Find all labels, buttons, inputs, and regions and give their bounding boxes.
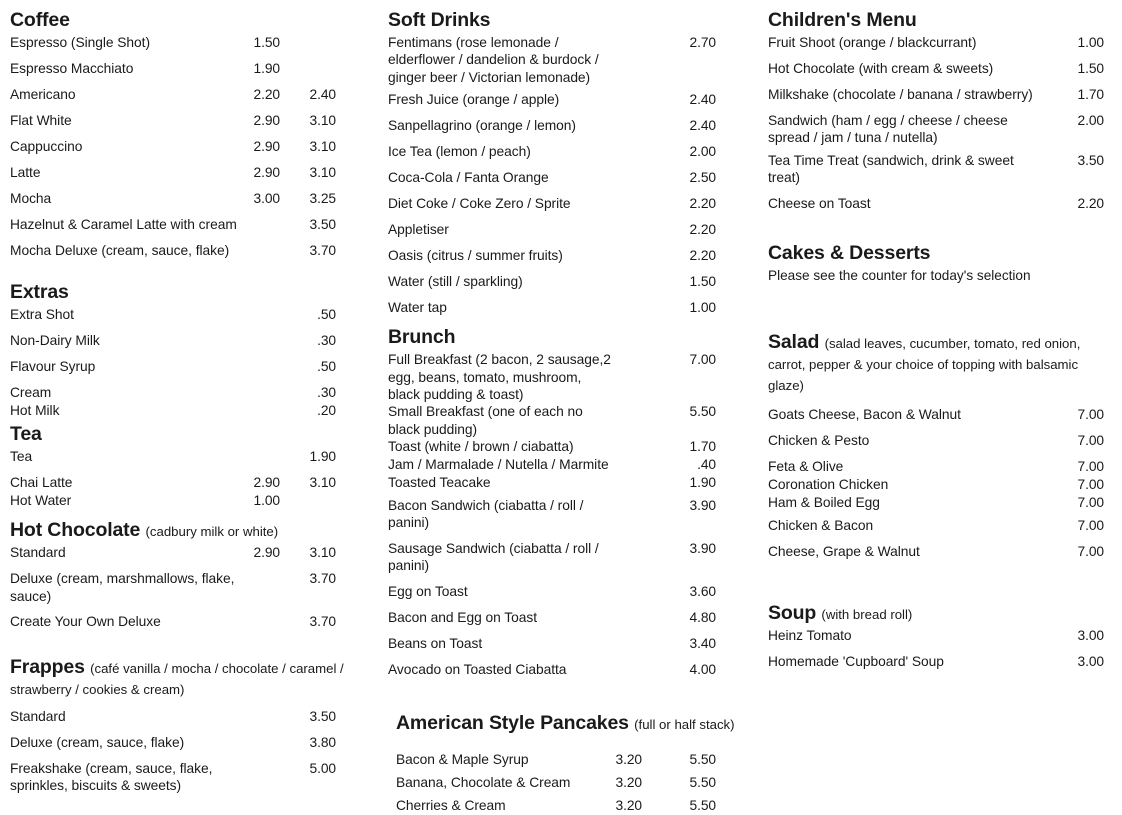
menu-row: [10, 448, 354, 466]
section-pancakes: [396, 713, 734, 815]
item-name: Tea: [10, 449, 33, 465]
item-price-1: 3.90: [689, 498, 716, 514]
item-price-1: 3.60: [689, 583, 716, 599]
menu-column-middle: [380, 0, 760, 815]
section-heading-coffee: Coffee: [10, 9, 70, 31]
menu-row: [768, 458, 1104, 476]
item-price-2: 5.50: [689, 751, 716, 767]
menu-row: [388, 540, 734, 575]
menu-column-left: [0, 0, 380, 795]
item-price-2: .50: [317, 359, 336, 375]
item-price-1: 1.50: [1077, 61, 1104, 77]
menu-row: [388, 247, 734, 265]
item-name: Water (still / sparkling): [388, 274, 523, 290]
item-name: Cappuccino: [10, 139, 83, 155]
menu-row: [768, 406, 1104, 424]
item-name: Appletiser: [388, 222, 449, 238]
menu-row: [10, 86, 354, 104]
menu-row: [388, 456, 734, 474]
item-price-2: 5.50: [689, 797, 716, 813]
menu-row: [10, 60, 354, 78]
item-price-1: 7.00: [1077, 477, 1104, 493]
salad-items: [768, 406, 1104, 561]
menu-row: [768, 86, 1104, 104]
section-frappes: [10, 657, 354, 795]
item-name: Espresso Macchiato: [10, 61, 134, 77]
menu-row: [10, 242, 354, 260]
menu-row: [768, 476, 1104, 494]
spacer: [396, 737, 734, 751]
menu-row: [10, 613, 354, 631]
item-name: Chicken & Pesto: [768, 433, 870, 449]
item-name: Non-Dairy Milk: [10, 333, 100, 349]
item-name: Beans on Toast: [388, 635, 483, 651]
item-price-1: 2.00: [1077, 113, 1104, 129]
section-heading-salad: [768, 332, 1104, 395]
item-price-1: 7.00: [1077, 544, 1104, 560]
section-heading-pancakes: [396, 713, 734, 734]
section-heading-brunch: Brunch: [388, 326, 456, 349]
menu-row: [10, 402, 354, 420]
menu-row: [768, 627, 1104, 645]
section-heading-soft-drinks: Soft Drinks: [388, 9, 491, 31]
item-price-2: .30: [317, 333, 336, 349]
menu-row: [10, 474, 354, 492]
item-name: Standard: [10, 709, 66, 725]
item-price-2: 3.50: [309, 217, 336, 233]
item-name: Hazelnut & Caramel Latte with cream: [10, 217, 237, 233]
menu-row: [388, 474, 734, 492]
spacer: [768, 213, 1104, 243]
item-price-1: 2.90: [253, 113, 280, 129]
menu-row: [10, 384, 354, 402]
menu-row: [10, 544, 354, 562]
menu-row: [10, 34, 354, 52]
menu-row: [10, 570, 354, 605]
item-price-1: 2.20: [253, 87, 280, 103]
soft-drinks-items: [388, 34, 734, 317]
item-name: Hot Water: [10, 493, 72, 509]
item-price-1: 3.40: [689, 635, 716, 651]
item-price-1: 3.00: [253, 191, 280, 207]
item-price-1: 2.20: [689, 248, 716, 264]
item-price-1: 3.50: [1077, 152, 1104, 168]
item-name: Jam / Marmalade / Nutella / Marmite: [388, 457, 609, 473]
item-name: Cheese on Toast: [768, 195, 871, 211]
item-name: Water tap: [388, 300, 447, 316]
item-name: Fentimans (rose lemonade / elderflower / dandelion & burdock / ginger beer / Victorian lemonade): [388, 35, 599, 85]
item-price-2: 3.10: [309, 545, 336, 561]
menu-row: [388, 609, 734, 627]
item-name: Create Your Own Deluxe: [10, 613, 161, 629]
item-name: Bacon Sandwich (ciabatta / roll / panini): [388, 498, 584, 531]
item-price-2: 1.90: [309, 449, 336, 465]
item-price-2: 3.10: [309, 475, 336, 491]
menu-row: [388, 497, 734, 532]
menu-row: [388, 273, 734, 291]
item-name: Homemade 'Cupboard' Soup: [768, 654, 944, 670]
spacer: [388, 679, 734, 713]
item-name: Ice Tea (lemon / peach): [388, 144, 531, 160]
item-price-1: 1.90: [689, 475, 716, 491]
item-name: Mocha: [10, 191, 52, 207]
menu-row: [388, 351, 734, 403]
item-name: Hot Chocolate (with cream & sweets): [768, 61, 994, 77]
menu-row: [10, 306, 354, 324]
item-name: Coca-Cola / Fanta Orange: [388, 170, 549, 186]
item-name: Heinz Tomato: [768, 628, 852, 644]
menu-row: [768, 432, 1104, 450]
item-name: Fruit Shoot (orange / blackcurrant): [768, 35, 977, 51]
menu-row: [388, 583, 734, 601]
item-price-2: 3.80: [309, 735, 336, 751]
item-name: Bacon & Maple Syrup: [396, 751, 529, 767]
item-name: Standard: [10, 545, 66, 561]
item-price-1: 7.00: [1077, 518, 1104, 534]
item-name: Espresso (Single Shot): [10, 35, 151, 51]
item-price-1: 1.70: [1077, 87, 1104, 103]
menu-row: [388, 91, 734, 109]
section-heading-childrens-menu: Children's Menu: [768, 9, 917, 31]
item-name: Cheese, Grape & Walnut: [768, 544, 920, 560]
item-name: Fresh Juice (orange / apple): [388, 92, 560, 108]
menu-row: [10, 358, 354, 376]
item-name: Full Breakfast (2 bacon, 2 sausage,2 egg, beans, tomato, mushroom, black pudding & toast): [388, 352, 611, 402]
item-name: Small Breakfast (one of each no black pudding): [388, 404, 583, 437]
section-heading-tea: Tea: [10, 423, 42, 446]
menu-row: [388, 34, 734, 86]
section-tea: [10, 424, 354, 510]
item-name: Flat White: [10, 113, 72, 129]
menu-row: [10, 164, 354, 182]
menu-row: [388, 169, 734, 187]
menu-row: [396, 774, 734, 792]
item-price-1: 3.00: [1077, 654, 1104, 670]
item-price-2: 3.10: [309, 165, 336, 181]
item-name: Bacon and Egg on Toast: [388, 609, 537, 625]
item-price-2: 5.00: [309, 761, 336, 777]
menu-row: [388, 143, 734, 161]
section-subtitle: (full or half stack): [634, 716, 735, 732]
item-price-2: .50: [317, 307, 336, 323]
hot-chocolate-items: [10, 544, 354, 631]
menu-row: [768, 517, 1104, 535]
menu-row: [388, 661, 734, 679]
section-heading-text: Frappes: [10, 655, 85, 678]
item-name: Hot Milk: [10, 403, 60, 419]
item-name: Mocha Deluxe (cream, sauce, flake): [10, 243, 230, 259]
item-price-1: 2.90: [253, 165, 280, 181]
section-subtitle: (salad leaves, cucumber, tomato, red onion, carrot, pepper & your choice of topping with balsamic glaze): [768, 336, 1081, 394]
item-price-2: 3.10: [309, 139, 336, 155]
item-price-1: 5.50: [689, 404, 716, 420]
item-price-2: 3.70: [309, 571, 336, 587]
menu-row: [10, 138, 354, 156]
item-price-1: 7.00: [1077, 495, 1104, 511]
section-heading-frappes: [10, 657, 354, 699]
item-name: Sandwich (ham / egg / cheese / cheese spread / jam / tuna / nutella): [768, 113, 1008, 146]
menu-row: [10, 492, 354, 510]
section-hot-chocolate: [10, 520, 354, 631]
menu-row: [10, 216, 354, 234]
item-price-1: 1.50: [253, 35, 280, 51]
item-price-1: 1.00: [689, 300, 716, 316]
section-extras: [10, 282, 354, 420]
menu-row: [10, 760, 354, 795]
menu-row: [396, 751, 734, 769]
item-price-1: 7.00: [1077, 407, 1104, 423]
item-price-2: 2.40: [309, 87, 336, 103]
item-name: Americano: [10, 87, 76, 103]
section-heading-cakes-desserts: Cakes & Desserts: [768, 241, 931, 264]
pancakes-items: [396, 751, 734, 815]
tea-items: [10, 448, 354, 510]
item-name: Tea Time Treat (sandwich, drink & sweet treat): [768, 152, 1014, 186]
section-coffee: [10, 10, 354, 260]
menu-column-right: [760, 0, 1122, 671]
section-salad: [768, 332, 1104, 561]
childrens-menu-items: [768, 34, 1104, 213]
item-price-1: 7.00: [689, 352, 716, 368]
extras-items: [10, 306, 354, 420]
item-name: Cherries & Cream: [396, 797, 506, 813]
menu-row: [388, 299, 734, 317]
item-price-1: 1.00: [1077, 35, 1104, 51]
section-soup: [768, 603, 1104, 671]
menu-row: [10, 708, 354, 726]
item-price-1: 2.90: [253, 545, 280, 561]
item-name: Diet Coke / Coke Zero / Sprite: [388, 196, 571, 212]
item-name: Feta & Olive: [768, 459, 844, 475]
item-name: Flavour Syrup: [10, 359, 96, 375]
item-price-1: 7.00: [1077, 433, 1104, 449]
item-name: Freakshake (cream, sauce, flake, sprinkles, biscuits & sweets): [10, 761, 213, 794]
menu-row: [388, 635, 734, 653]
menu-row: [768, 494, 1104, 512]
item-price-1: 2.90: [253, 475, 280, 491]
section-subtitle: (with bread roll): [821, 607, 913, 623]
item-price-2: .30: [317, 385, 336, 401]
item-price-1: 2.90: [253, 139, 280, 155]
item-price-2: 5.50: [689, 774, 716, 790]
item-price-1: 3.20: [615, 797, 642, 813]
frappes-items: [10, 708, 354, 795]
item-price-1: 2.00: [689, 144, 716, 160]
item-price-1: 3.00: [1077, 628, 1104, 644]
item-name: Milkshake (chocolate / banana / strawberry): [768, 87, 1033, 103]
spacer: [768, 398, 1104, 406]
item-price-1: .40: [697, 457, 716, 473]
section-heading-hot-chocolate: [10, 520, 354, 541]
item-name: Extra Shot: [10, 307, 74, 323]
item-price-2: 3.70: [309, 243, 336, 259]
soup-items: [768, 627, 1104, 671]
item-name: Sanpellagrino (orange / lemon): [388, 118, 576, 134]
item-price-2: 3.50: [309, 709, 336, 725]
section-heading-text: American Style Pancakes: [396, 711, 629, 734]
spacer: [768, 284, 1104, 332]
menu-row: [768, 34, 1104, 52]
menu-row: [388, 403, 734, 438]
item-name: Egg on Toast: [388, 583, 468, 599]
section-brunch: [388, 327, 734, 678]
item-price-2: 3.10: [309, 113, 336, 129]
item-name: Cream: [10, 385, 52, 401]
item-price-1: 4.00: [689, 661, 716, 677]
item-price-1: 2.20: [689, 196, 716, 212]
item-price-2: .20: [317, 403, 336, 419]
menu-row: [768, 195, 1104, 213]
menu-row: [10, 734, 354, 752]
spacer: [10, 631, 354, 657]
spacer: [10, 260, 354, 282]
section-heading-text: Salad: [768, 331, 820, 354]
menu-row: [10, 112, 354, 130]
menu-row: [768, 152, 1104, 187]
section-childrens-menu: [768, 10, 1104, 213]
item-name: Toasted Teacake: [388, 475, 491, 491]
item-name: Coronation Chicken: [768, 477, 889, 493]
item-price-1: 2.50: [689, 170, 716, 186]
menu-row: [768, 60, 1104, 78]
spacer: [768, 561, 1104, 603]
item-name: Toast (white / brown / ciabatta): [388, 439, 574, 455]
section-heading-soup: [768, 603, 1104, 624]
section-subtitle: (café vanilla / mocha / chocolate / caramel / strawberry / cookies & cream): [10, 660, 344, 697]
section-heading-text: Hot Chocolate: [10, 519, 141, 542]
item-price-1: 4.80: [689, 609, 716, 625]
section-soft-drinks: [388, 10, 734, 317]
menu-row: [768, 653, 1104, 671]
item-price-1: 1.70: [689, 439, 716, 455]
menu-row: [768, 543, 1104, 561]
cakes-desserts-note: Please see the counter for today's selection: [768, 267, 1031, 283]
menu-row: [10, 190, 354, 208]
menu-row: [768, 112, 1104, 147]
coffee-items: [10, 34, 354, 260]
item-price-1: 2.20: [1077, 195, 1104, 211]
menu-row: [388, 117, 734, 135]
item-price-1: 3.20: [615, 774, 642, 790]
item-price-1: 1.50: [689, 274, 716, 290]
item-price-1: 2.40: [689, 92, 716, 108]
item-name: Chai Latte: [10, 475, 73, 491]
item-name: Chicken & Bacon: [768, 518, 874, 534]
section-subtitle: (cadbury milk or white): [145, 524, 279, 540]
menu-row: [396, 797, 734, 815]
item-name: Avocado on Toasted Ciabatta: [388, 661, 567, 677]
section-heading-extras: Extras: [10, 281, 69, 304]
item-name: Deluxe (cream, sauce, flake): [10, 735, 185, 751]
item-name: Deluxe (cream, marshmallows, flake, sauce): [10, 571, 235, 604]
item-price-1: 2.70: [689, 35, 716, 51]
item-price-1: 7.00: [1077, 459, 1104, 475]
item-name: Oasis (citrus / summer fruits): [388, 248, 563, 264]
item-name: Ham & Boiled Egg: [768, 495, 880, 511]
item-price-1: 3.20: [615, 751, 642, 767]
menu-row: [388, 195, 734, 213]
menu-row: [388, 221, 734, 239]
item-price-2: 3.25: [309, 191, 336, 207]
item-price-1: 3.90: [689, 540, 716, 556]
section-heading-text: Soup: [768, 602, 817, 625]
item-price-2: 3.70: [309, 613, 336, 629]
menu-row: [388, 438, 734, 456]
item-price-1: 1.00: [253, 493, 280, 509]
section-cakes-desserts: [768, 243, 1104, 285]
menu-row: [10, 332, 354, 350]
item-name: Banana, Chocolate & Cream: [396, 774, 571, 790]
item-name: Latte: [10, 165, 41, 181]
item-price-1: 1.90: [253, 61, 280, 77]
item-price-1: 2.20: [689, 222, 716, 238]
brunch-items: [388, 351, 734, 678]
item-price-1: 2.40: [689, 118, 716, 134]
item-name: Sausage Sandwich (ciabatta / roll / panini): [388, 540, 599, 574]
item-name: Goats Cheese, Bacon & Walnut: [768, 407, 961, 423]
